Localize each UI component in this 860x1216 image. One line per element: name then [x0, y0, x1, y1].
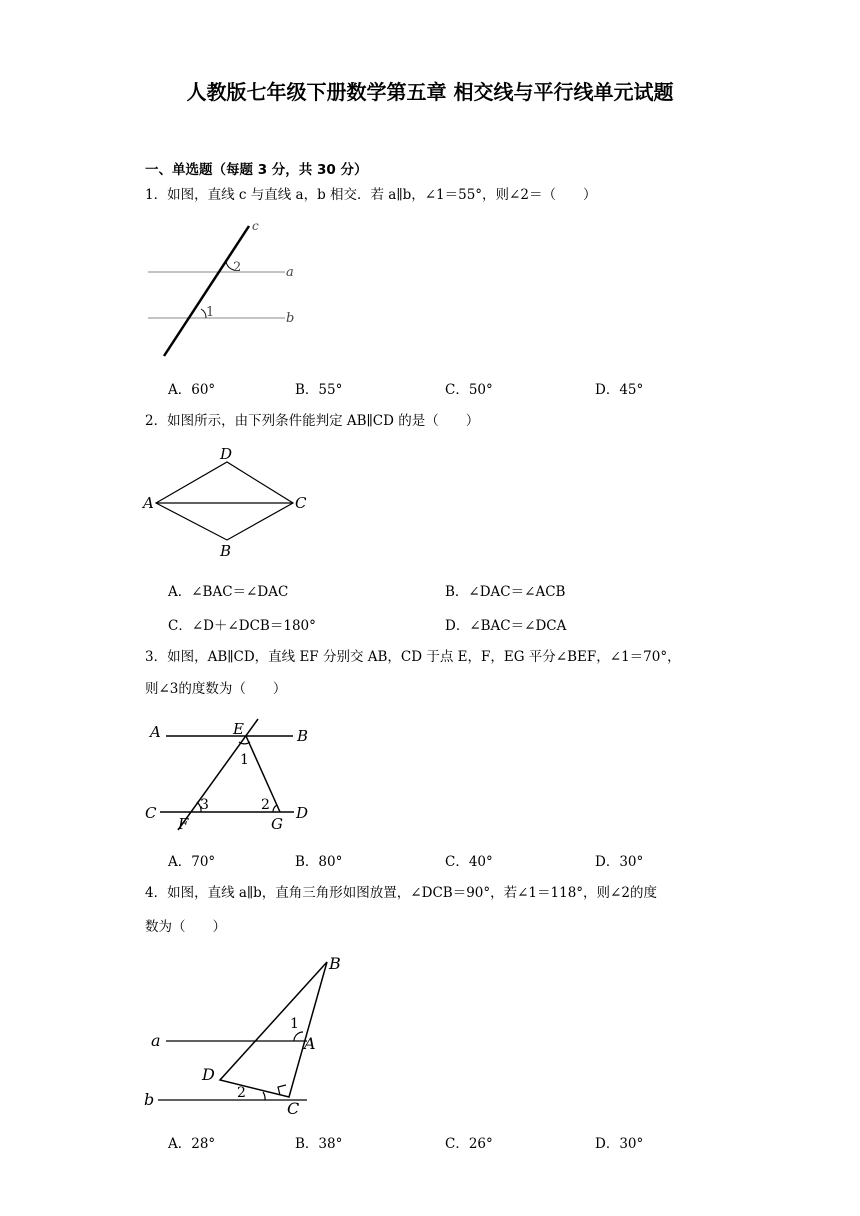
q4-option-a[interactable]: A．28°: [168, 1136, 216, 1152]
label-b: b: [144, 1090, 155, 1109]
q3-option-a[interactable]: A．70°: [168, 854, 216, 870]
q1-option-b[interactable]: B．55°: [295, 382, 343, 398]
quadrilateral-adcb: [156, 462, 293, 540]
label-F: F: [178, 815, 189, 833]
label-A: A: [304, 1034, 316, 1053]
label-1: 1: [240, 752, 249, 768]
label-1: 1: [206, 305, 215, 320]
label-c: c: [252, 219, 259, 233]
label-B: B: [220, 542, 232, 560]
q3-option-c[interactable]: C．40°: [445, 854, 493, 870]
q4-option-d[interactable]: D．30°: [595, 1136, 644, 1152]
label-A: A: [143, 494, 154, 512]
question-3-stem-line-1: 3．如图，AB∥CD，直线 EF 分别交 AB，CD 于点 E，F，EG 平分∠BEF，∠1＝70°，: [145, 649, 681, 665]
label-G: G: [271, 815, 283, 833]
label-C: C: [295, 494, 307, 512]
question-4-stem-line-2: 数为（ ）: [145, 919, 226, 935]
question-3-stem-line-2: 则∠3的度数为（ ）: [145, 681, 287, 697]
label-B: B: [297, 727, 309, 745]
label-a: a: [151, 1031, 161, 1050]
page-title: 人教版七年级下册数学第五章 相交线与平行线单元试题: [186, 80, 674, 104]
angle-2-arc: [263, 1092, 265, 1100]
label-D: D: [220, 445, 233, 463]
label-2: 2: [233, 260, 242, 275]
label-b: b: [286, 311, 295, 326]
label-2: 2: [261, 797, 270, 813]
right-triangle-bdc: [220, 962, 327, 1097]
label-D: D: [202, 1065, 215, 1084]
q1-option-d[interactable]: D．45°: [595, 382, 644, 398]
q4-option-c[interactable]: C．26°: [445, 1136, 493, 1152]
q2-option-c[interactable]: C．∠D＋∠DCB＝180°: [168, 618, 316, 634]
question-3-figure: [140, 712, 320, 837]
label-A: A: [150, 723, 161, 741]
question-2-stem: 2．如图所示，由下列条件能判定 AB∥CD 的是（ ）: [145, 413, 480, 429]
label-C: C: [287, 1099, 300, 1118]
right-angle-mark: [278, 1085, 286, 1095]
q1-option-c[interactable]: C．50°: [445, 382, 493, 398]
label-D: D: [296, 804, 309, 822]
question-2-figure: [140, 444, 320, 562]
label-C: C: [145, 804, 157, 822]
label-2: 2: [237, 1085, 246, 1101]
line-c: [164, 226, 249, 356]
q2-option-a[interactable]: A．∠BAC＝∠DAC: [168, 584, 289, 600]
angle-1-arc: [294, 1032, 303, 1041]
label-3: 3: [200, 797, 209, 813]
q2-option-b[interactable]: B．∠DAC＝∠ACB: [445, 584, 566, 600]
label-a: a: [286, 265, 294, 280]
question-4-figure: [140, 950, 360, 1118]
q3-option-b[interactable]: B．80°: [295, 854, 343, 870]
question-1-stem: 1．如图，直线 c 与直线 a，b 相交．若 a∥b，∠1＝55°，则∠2＝（ ）: [145, 187, 597, 203]
q3-option-d[interactable]: D．30°: [595, 854, 644, 870]
q2-option-d[interactable]: D．∠BAC＝∠DCA: [445, 618, 567, 634]
label-1: 1: [290, 1016, 299, 1032]
label-E: E: [233, 720, 244, 738]
section-heading: 一、单选题（每题 3 分，共 30 分）: [145, 162, 368, 178]
q1-option-a[interactable]: A．60°: [168, 382, 216, 398]
angle-2-arc: [273, 805, 277, 812]
q4-option-b[interactable]: B．38°: [295, 1136, 343, 1152]
question-4-stem-line-1: 4．如图，直线 a∥b，直角三角形如图放置，∠DCB＝90°，若∠1＝118°，则∠2的度: [145, 885, 657, 901]
question-1-figure: [140, 218, 320, 363]
label-B: B: [329, 954, 341, 973]
